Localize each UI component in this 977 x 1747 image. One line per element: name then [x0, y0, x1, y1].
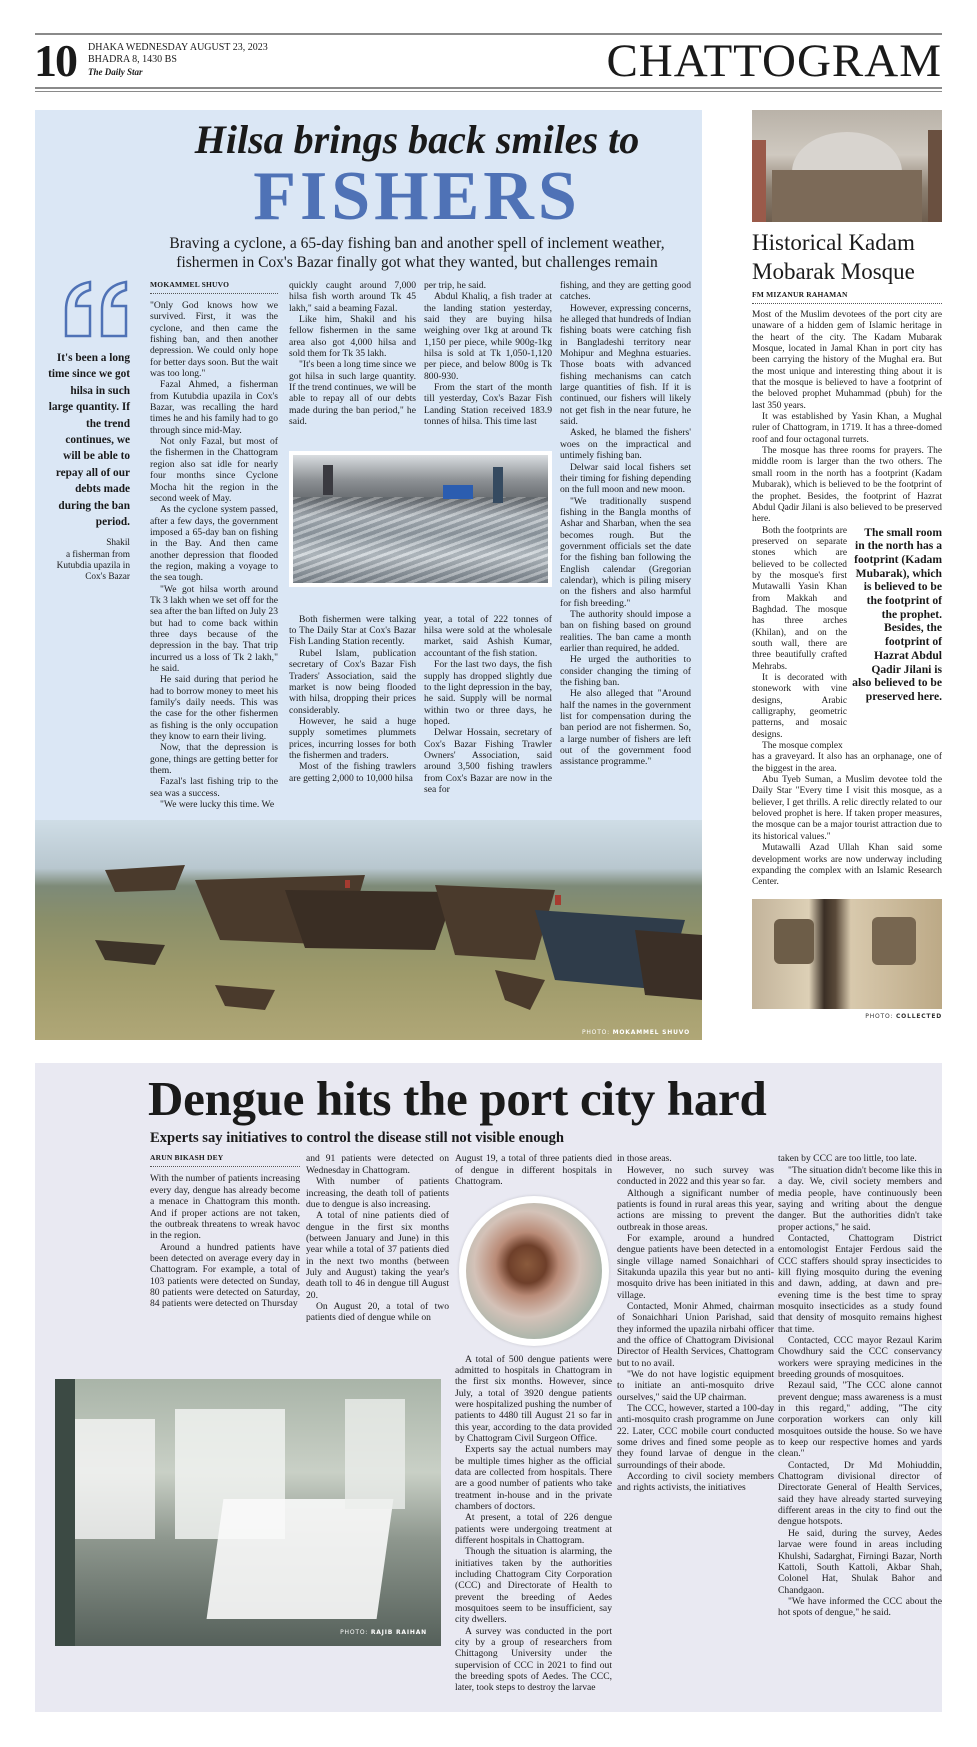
paragraph: "It's been a long time since we got hilsa in such large quantity. If the trend continues, we will be able to repay all of our debts made during the ban period," he said. — [289, 359, 417, 428]
paragraph: A total of nine patients died of dengue in the first six months (between January and June) in this year while a total of 37 patients died in the next two months (between July and August) taking the year's death toll to 46 in dengue till August 20. — [306, 1210, 449, 1301]
mosque-text-bottom — [752, 752, 942, 888]
hilsa-column-2-bottom — [289, 614, 416, 784]
paragraph: Most of the Muslim devotees of the port city are unaware of a hidden gem of Islamic heritage in the heart of the city. The Kadam Mubarak Mosque, located in Jamal Khan in port city has been carrying the history of the Mughal era. But the most unique and interesting thing about it is that the mosque is believed to have a footprint of the beloved prophet Muhammad (pbuh) for the last 350 years. — [752, 310, 942, 411]
paragraph: Contacted, CCC mayor Rezaul Karim Chowdhury said the CCC conservancy workers were spraying medicines in the breeding grounds of mosquitoes. — [778, 1334, 942, 1380]
dengue-column-3 — [455, 1153, 612, 1693]
paragraph: Rezaul said, "The CCC alone cannot prevent dengue; mass awareness is a must in this regard," adding, "The city corporation workers can only kill mosquitoes outside the house. So we have to keep our respective homes and yards clean." — [778, 1380, 942, 1460]
pull-quote-block — [48, 280, 130, 584]
dengue-columns — [35, 1153, 942, 1693]
paragraph: "The situation didn't become like this in a day. We, civil society members and media people, have continuously been saying and writing about the dengue danger. But the authorities didn't take proper actions," he said. — [778, 1164, 942, 1233]
paragraph: Abdul Khaliq, a fish trader at the landing station yesterday, said they are buying hilsa weighing over 1kg at around Tk 1,150 per piece, while 900g-1kg hilsa is sold at Tk 1,050-1,120 per piece, and below 800g is Tk 800-930. — [424, 291, 552, 382]
photo-credit: PHOTO: MOKAMMEL SHUVO — [581, 1029, 690, 1037]
paragraph: "We have informed the CCC about the hot spots of dengue," he said. — [778, 1595, 942, 1619]
paragraph: The mosque has three rooms for prayers. The middle room is larger than the two others. The small room in the north has a footprint (Kadam Mubarak), which is believed to be the footprint of the prophet. Besides, the footprint of Hazrat Abdul Qadir Jilani is also believed to be preserved here. — [752, 446, 942, 525]
dengue-column-1-block — [150, 1153, 300, 1309]
dengue-headline: Dengue hits the port city hard — [148, 1071, 767, 1127]
paragraph: A survey was conducted in the port city by a group of researchers from Chittagong University under the supervision of CCC in 2021 to find out the breeding spots of Aedes. The CCC, later, took steps to destroy the larvae — [455, 1625, 612, 1694]
dengue-column-5 — [778, 1153, 942, 1618]
paragraph: Like him, Shakil and his fellow fishermen in the same area also got 4,000 hilsa and sold them for Tk 35 lakh. — [289, 314, 416, 360]
pull-quote-desc: a fisherman from Kutubdia upazila in Cox's Bazar — [56, 549, 130, 583]
child-patient-photo — [459, 1196, 609, 1346]
paragraph: Although a significant number of patients is found in rural areas this year, actions are missing to prevent the outbreak in those areas. — [617, 1187, 774, 1233]
hilsa-deck: Braving a cyclone, a 65-day fishing ban and another spell of inclement weather, fishermen in Cox's Bazar finally got what they wanted, but challenges remain — [169, 235, 665, 271]
paragraph: According to civil society members and rights activists, the initiatives — [617, 1471, 774, 1494]
paragraph: Contacted, Chattogram District entomologist Entajer Ferdous said the CCC staffers should spray insecticides to kill flying mosquito during the evening and dawn, adding, at dawn and pre-evening time is the best time to spray mosquito insecticides as a study found that density of mosquito remains highest that time. — [778, 1232, 942, 1335]
paragraph: The authority should impose a ban on fishing based on ground realities. The ban came a month earlier than required, he added. — [560, 608, 691, 654]
hilsa-column-1 — [150, 300, 278, 810]
paragraph: Contacted, Monir Ahmed, chairman of Sonaichhari Union Parishad, said they informed the upazila nirbahi officer and the office of Chattogram Divisional Director of Health Services, Chattogram but to no avail. — [617, 1300, 774, 1369]
hilsa-story-panel — [35, 110, 702, 1040]
paragraph: "We traditionally suspend fishing in the Bangla months of Ashar and Sharban, when the sea becomes rough. But the government officials set the date for the fishing ban following the English calendar (Gregorian calendar), which is piling misery on the fishers and also harmful for fish breeding." — [560, 495, 691, 609]
section-title: CHATTOGRAM — [606, 35, 942, 87]
dengue-byline: ARUN BIKASH DEY — [150, 1153, 300, 1167]
paragraph: On August 20, a total of two patients died of dengue while on — [306, 1300, 449, 1324]
paragraph: The CCC, however, started a 100-day anti-mosquito crash programme on June 22. Later, CCC mobile court conducted some drives and fined some people as they found larvae of dengue in the surroundings of their abode. — [617, 1403, 774, 1471]
mosque-byline: FM MIZANUR RAHAMAN — [752, 290, 942, 304]
paragraph: However, he said a huge supply sometimes plummets prices, incurring losses for both the fishermen and traders. — [289, 715, 416, 761]
mosque-story — [752, 110, 942, 1020]
paragraph: Not only Fazal, but most of the fishermen in the Chattogram region also sat idle for nearly four months since Cyclone Mocha hit the region in the second week of May. — [150, 436, 278, 504]
paragraph: in those areas. — [617, 1153, 672, 1165]
hilsa-columns — [35, 280, 702, 810]
paragraph: At present, a total of 226 dengue patients were undergoing treatment at different hospitals in Chattogram. — [455, 1512, 612, 1546]
paragraph: It is decorated with stonework with vine designs, Arabic calligraphy, geometric patterns, and mosaic designs. — [752, 673, 847, 740]
top-row — [35, 110, 942, 1040]
paper-logo: The Daily Star — [88, 67, 143, 77]
paragraph: Delwar Hossain, secretary of Cox's Bazar Fishing Trawler Owners' Association, said around 3,500 fishing trawlers from Cox's Bazar are now in the sea for — [424, 727, 552, 795]
paragraph: He said, during the survey, Aedes larvae were found in areas including Khulshi, Sadarghat, Firningi Bazar, North Kattoli, South Kattoli, Akbar Shah, Colonel Hat, Shulak Bahor and Chandgaon. — [778, 1527, 942, 1596]
paragraph: August 19, a total of three patients died of dengue in different hospitals in Chattogram. — [455, 1153, 612, 1188]
paragraph: However, expressing concerns, he alleged that hundreds of Indian fishing boats were catching fish in Bangladeshi territory near Mohipur and Meghna estuaries. Those boats with advanced fishing mechanisms can catch large quantities of fish. If it is continued, our fishers will likely not get fish in the near future, he said. — [560, 302, 691, 428]
pull-quote-name: Shakil — [106, 538, 130, 549]
mosque-text-side — [752, 526, 847, 753]
mosque-pull-quote: The small room in the north has a footprint (Kadam Mubarak), which is believed to be the footprint of the prophet. Besides, the footprint of Hazrat Abdul Qadir Jilani is also believed to be preserved here. — [852, 525, 942, 703]
boats-illustration — [35, 820, 702, 1040]
paragraph: Now, that the depression is gone, things are getting better for them. — [150, 742, 278, 777]
mosque-text-top — [752, 310, 942, 526]
hilsa-headline-big: FISHERS — [253, 158, 581, 235]
paragraph: quickly caught around 7,000 hilsa fish worth around Tk 45 lakh," said a beaming Fazal. — [289, 280, 416, 314]
quote-icon — [62, 280, 132, 338]
mosque-photo — [752, 110, 942, 222]
dengue-deck: Experts say initiatives to control the disease still not visible enough — [150, 1130, 565, 1147]
paragraph: taken by CCC are too little, too late. — [778, 1153, 917, 1165]
dengue-story-panel — [35, 1063, 942, 1711]
paragraph: year, a total of 222 tonnes of hilsa were sold at the wholesale market, said Ashish Kumar, accountant of the fish station. — [424, 613, 552, 659]
hilsa-heading-block — [35, 118, 702, 272]
hilsa-headline: Hilsa brings back smiles to — [194, 117, 640, 162]
pull-quote-attribution — [48, 538, 130, 583]
paragraph: "We got hilsa worth around Tk 3 lakh when we set off for the sea after the ban lifted on July 23 but had to come back within three days because of the depression in the bay. That trip incurred us a loss of Tk 2 lakh," he said. — [150, 583, 278, 674]
bangla-date: BHADRA 8, 1430 BS — [88, 54, 177, 65]
dengue-column-1 — [150, 1173, 300, 1309]
paragraph: and 91 patients were detected on Wednesday in Chattogram. — [306, 1153, 449, 1176]
paragraph: The mosque complex — [762, 741, 843, 752]
hilsa-column-1-block — [150, 280, 278, 810]
fishing-boats-photo — [35, 820, 702, 1040]
paragraph: A total of 500 dengue patients were admitted to hospitals in Chattogram in the first six months. However, since July, a total of 3920 dengue patients were hospitalized pushing the number of patients to 4480 till August 21 so far in this year, according to the data provided by Chattogram Civil Surgeon Office. — [455, 1353, 612, 1444]
paragraph: Fazal Ahmed, a fisherman from Kutubdia upazila in Cox's Bazar, was recalling the hard times he and his family had to go through since mid-May. — [150, 379, 278, 436]
paragraph: He said during that period he had to borrow money to meet his family's daily needs. This was the case for the other fishermen as fishing is the only occupation they know to earn their living. — [150, 674, 278, 743]
paragraph: Most of the fishing trawlers are getting 2,000 to 10,000 hilsa — [289, 761, 416, 784]
dengue-column-2 — [306, 1153, 449, 1323]
paragraph: For the last two days, the fish supply has dropped slightly due to the light depression in the bay, he said. Supply will be normal within two or three days, he hoped. — [424, 659, 552, 727]
hilsa-column-4 — [560, 280, 691, 768]
paragraph: Both fishermen were talking to The Daily Star at Cox's Bazar Fish Landing Station recently. — [289, 613, 416, 648]
hilsa-column-3-bottom — [424, 614, 552, 796]
paragraph: Both the footprints are preserved on separate stones which are believed to be collected by the mosque's first Mutawalli Yasin Khan from Makkah and Baghdad. The mosque has three arches (Khilan), and on the south wall, there are three beautifully crafted Mehrabs. — [752, 525, 847, 672]
paragraph: With number of patients increasing, the death toll of patients due to dengue is also increasing. — [306, 1176, 449, 1210]
paragraph: He also alleged that "Around half the names in the government list for compensation during the ban period are not fishermen. So, a large number of fishers are left out of the government food assistance programme." — [560, 688, 691, 768]
paragraph: Though the situation is alarming, the initiatives taken by the authorities including Chattogram City Corporation (CCC) and Directorate of Health to prevent the breeding of Aedes mosquitoes seem to be insufficient, say city dwellers. — [455, 1546, 612, 1626]
paragraph: It was established by Yasin Khan, a Mughal ruler of Chattogram, in 1719. It has a three-domed roof and four octagonal turrets. — [752, 412, 942, 445]
dengue-photo-credit: PHOTO: RAJIB RAIHAN — [340, 1629, 427, 1637]
fish-market-photo — [289, 451, 552, 587]
byline: MOKAMMEL SHUVO — [150, 280, 278, 294]
mosque-photo-credit: PHOTO: COLLECTED — [865, 1012, 942, 1020]
dengue-column-4 — [617, 1153, 774, 1493]
hospital-ward-photo — [55, 1379, 441, 1646]
paragraph: "We do not have logistic equipment to initiate an anti-mosquito drive ourselves," said the UP chairman. — [617, 1369, 774, 1403]
paragraph: Delwar said local fishers set their timing for fishing depending on the full moon and new moon. — [560, 461, 691, 496]
paragraph: Contacted, Dr Md Mohiuddin, Chattogram divisional director of Directorate General of Health Services, said they have already started surveying different areas in the city to find out the dengue hotspots. — [778, 1459, 942, 1528]
paragraph: However, no such survey was conducted in 2022 and this year so far. — [617, 1164, 774, 1188]
paragraph: "We were lucky this time. We — [160, 799, 275, 811]
paragraph: Around a hundred patients have been detected on average every day in Chattogram. For example, a total of 103 patients were detected on Sunday, 80 patients were detected on Saturday, 84 patients were detected on Thursday — [150, 1241, 300, 1310]
paragraph: Mutawalli Azad Ullah Khan said some development works are now underway including expanding the complex with an Islamic Research Center. — [752, 843, 942, 888]
paragraph: He urged the authorities to consider changing the timing of the fishing ban. — [560, 654, 691, 689]
date: DHAKA WEDNESDAY AUGUST 23, 2023 — [88, 42, 268, 53]
paragraph: per trip, he said. — [424, 280, 487, 291]
paragraph: With the number of patients increasing every day, dengue has already become a menace in Chattogram this month. And if proper actions are not taken, the outbreak threatens to wreak havoc in the region. — [150, 1173, 300, 1242]
pull-quote: It's been a long time since we got hilsa in such large quantity. If the trend continues, we will be able to repay all of our debts made during the ban period. — [48, 352, 130, 529]
mosque-headline: Historical Kadam Mobarak Mosque — [752, 230, 915, 284]
paragraph: fishing, and they are getting good catches. — [560, 280, 691, 303]
hilsa-column-3-top — [424, 280, 552, 427]
hilsa-column-2-top — [289, 280, 416, 427]
paragraph: Experts say the actual numbers may be multiple times higher as the official data are collected from hospitals. There are a good number of patients who take treatment in-house and in the private chambers of doctors. — [455, 1444, 612, 1512]
mosque-dome-illustration — [752, 110, 942, 222]
mosque-side-row — [752, 526, 942, 753]
paragraph: From the start of the month till yesterday, Cox's Bazar Fish Landing Station received 183.9 tonnes of hilsa. This time last — [424, 382, 552, 428]
paragraph: Asked, he blamed the fishers' woes on the impractical and untimely fishing ban. — [560, 427, 691, 462]
paragraph: For example, around a hundred dengue patients have been detected in a single village named Sonaichhari of Sitakunda upazila this year but no anti-mosquito drive has been initiated in this village. — [617, 1232, 774, 1301]
footprint-photo — [752, 899, 942, 1009]
paragraph: As the cyclone system passed, after a few days, the government imposed a 65-day ban on fishing in the Bay. And then came another depression that flooded the region, making a voyage to the sea tough. — [150, 504, 278, 584]
paragraph: "Only God knows how we survived. First, it was the cyclone, and then came the fishing ban, and then another depression. We could only hope for better days soon. But the wait was too long." — [150, 300, 278, 380]
paragraph: has a graveyard. It also has an orphanage, one of the biggest in the area. — [752, 752, 942, 774]
paragraph: Abu Tyeb Suman, a Muslim devotee told the Daily Star "Every time I visit this mosque, as a believer, I get thrills. A relic directly related to our beloved prophet is here. If taken proper measures, the mosque can be a major tourist attraction due to its historical values." — [752, 775, 942, 842]
paragraph: Fazal's last fishing trip to the sea was a success. — [150, 776, 278, 799]
paragraph: Rubel Islam, publication secretary of Cox's Bazar Fish Traders' Association, said the market is now being flooded with hilsa, dropping their prices considerably. — [289, 647, 416, 716]
page-number: 10 — [34, 35, 76, 86]
